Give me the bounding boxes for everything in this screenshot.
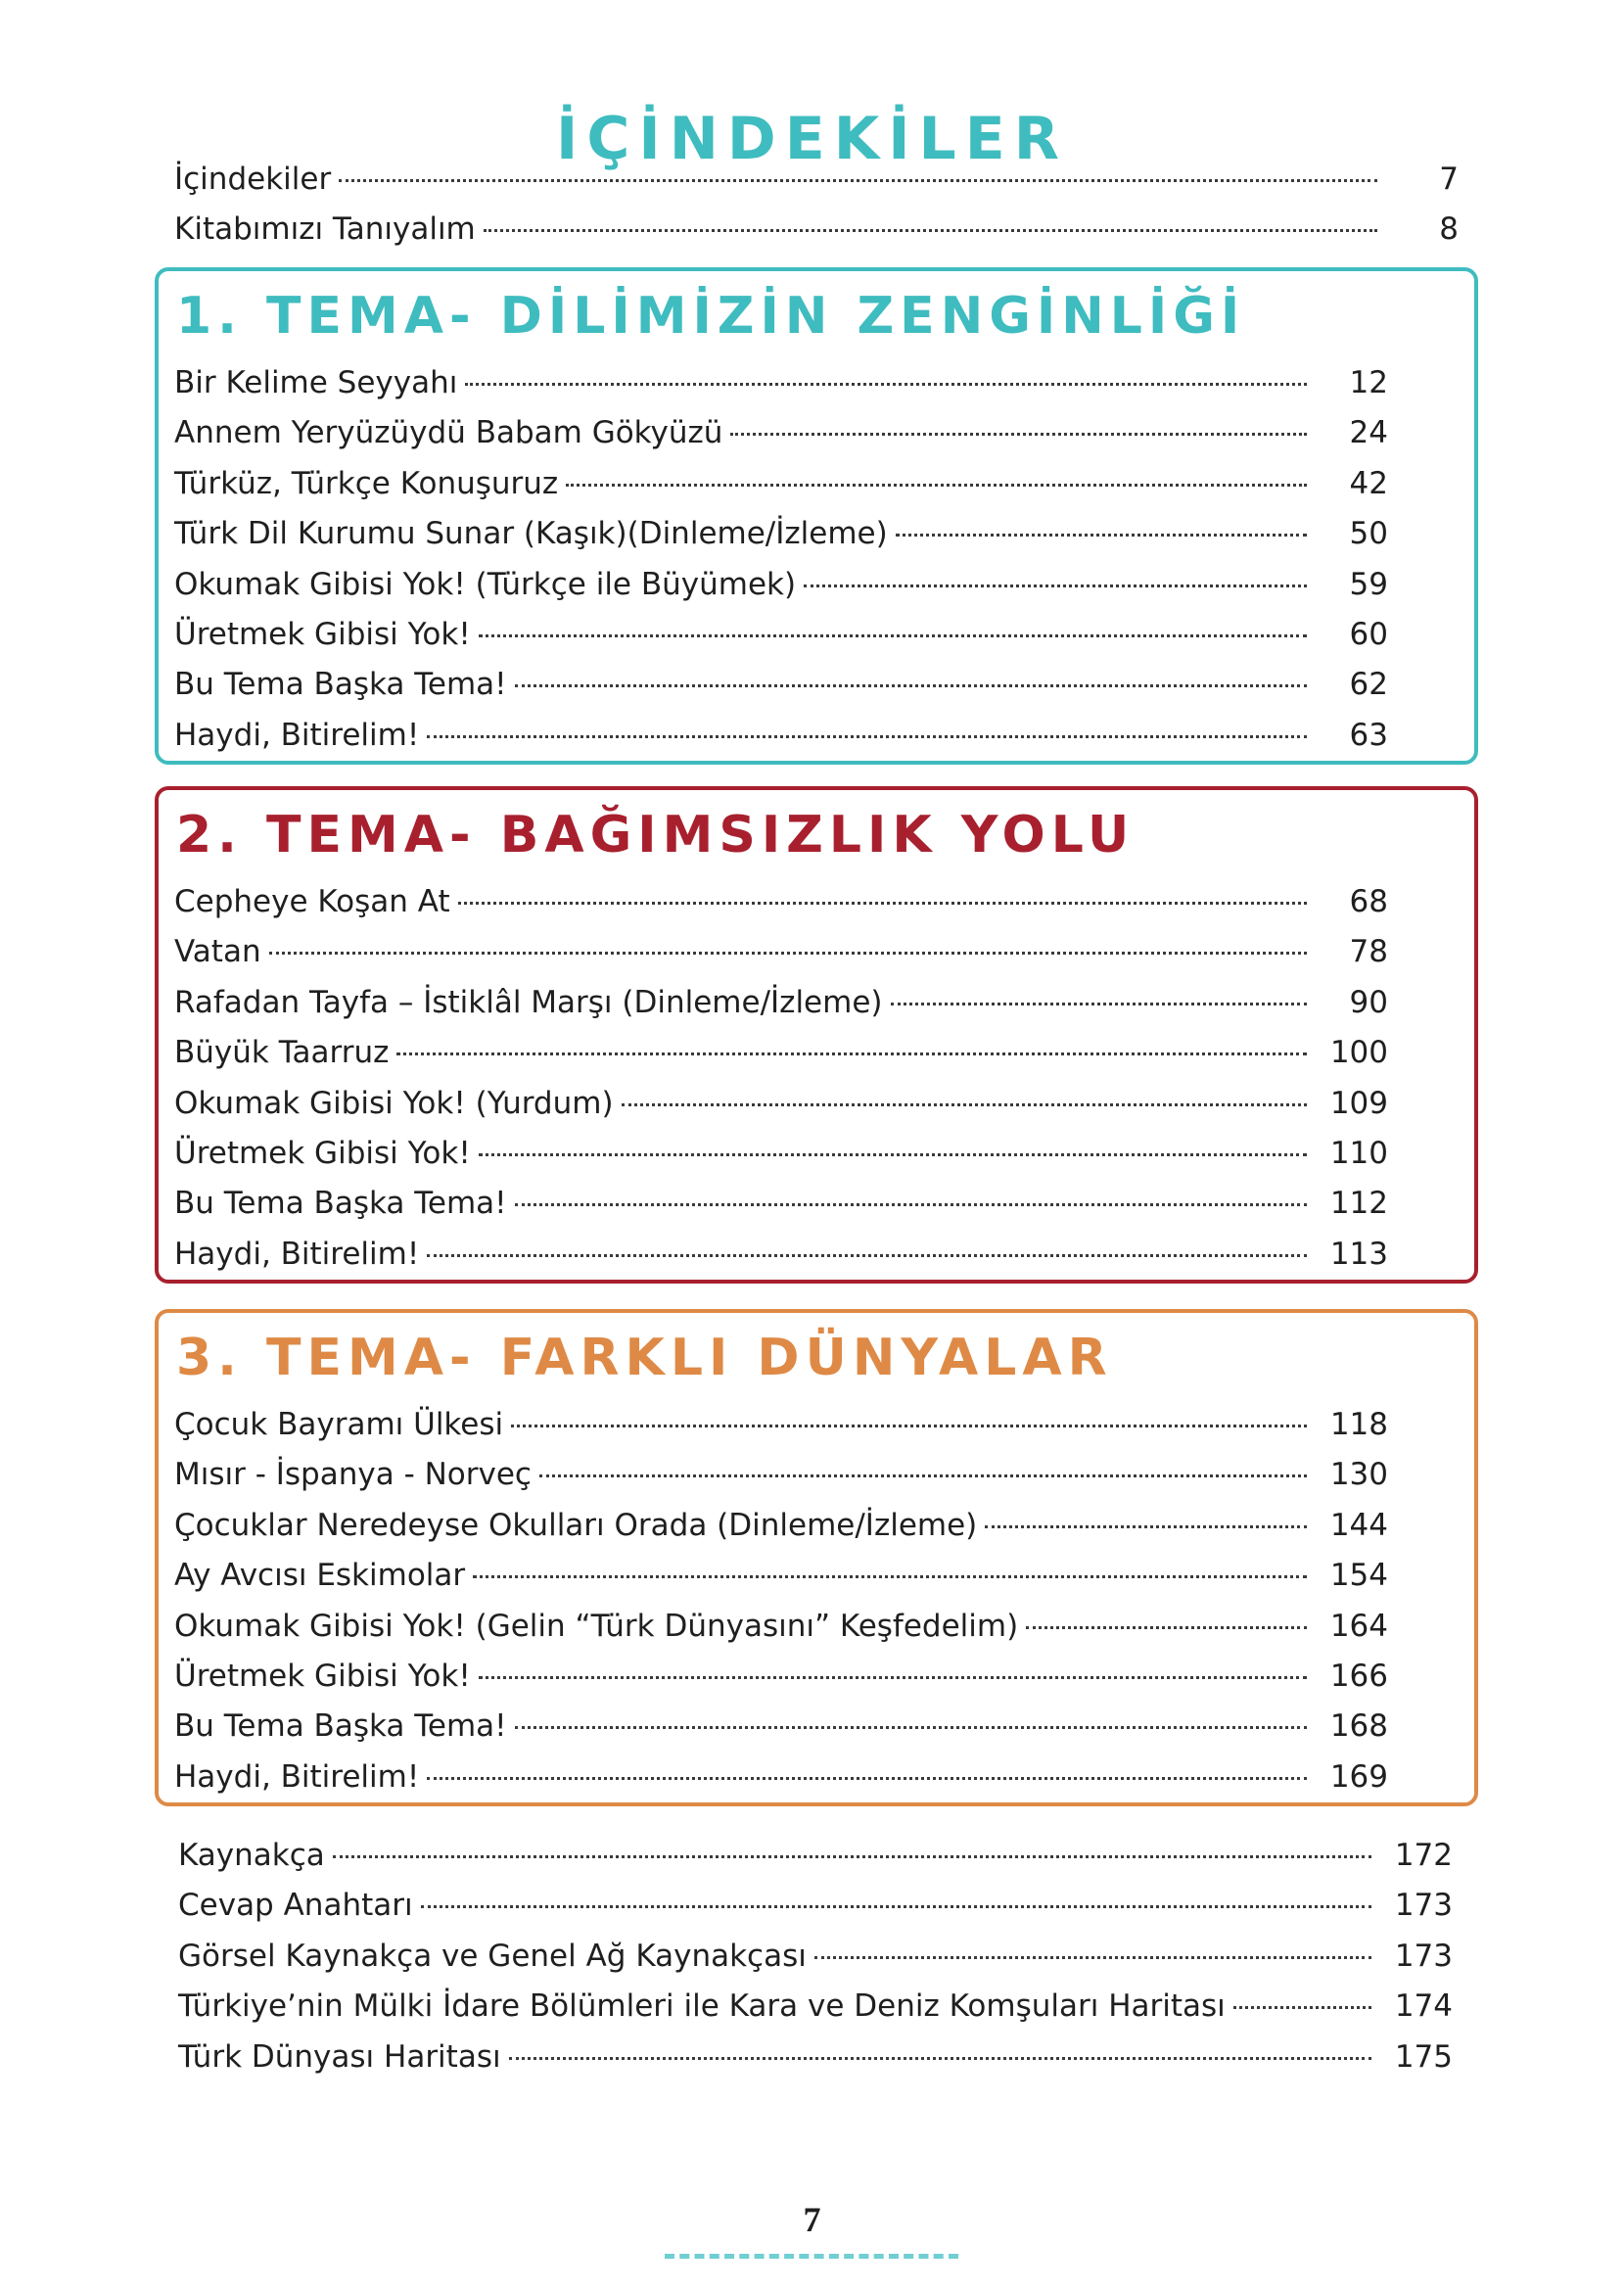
toc-entry[interactable]	[174, 560, 1388, 610]
entry-title: Ay Avcısı Eskimolar	[174, 1558, 466, 1594]
entry-title: Rafadan Tayfa – İstiklâl Marşı (Dinleme/İzleme)	[174, 984, 883, 1020]
dot-leader	[1233, 2006, 1371, 2009]
entry-title: Cepheye Koşan At	[174, 884, 450, 919]
dot-leader	[339, 179, 1377, 182]
entry-title: Üretmek Gibisi Yok!	[174, 1658, 471, 1694]
entry-title: Cevap Anahtarı	[178, 1888, 413, 1924]
entry-title: Annem Yeryüzüydü Babam Gökyüzü	[174, 415, 723, 451]
entry-title: İçindekiler	[174, 162, 332, 197]
dot-leader	[479, 1676, 1307, 1679]
entry-title: Okumak Gibisi Yok! (Türkçe ile Büyümek)	[174, 566, 797, 602]
dot-leader	[539, 1474, 1307, 1477]
entry-page: 24	[1349, 415, 1388, 451]
dot-leader	[509, 2057, 1371, 2060]
toc-entry[interactable]	[174, 1450, 1388, 1500]
dot-leader	[333, 1855, 1371, 1858]
entry-page: 164	[1329, 1608, 1388, 1644]
dot-leader	[730, 433, 1307, 436]
page-number: 7	[803, 2200, 821, 2239]
entry-page: 130	[1329, 1457, 1388, 1493]
entry-page: 7	[1439, 162, 1459, 197]
entry-page: 113	[1329, 1236, 1388, 1272]
toc-entry[interactable]	[178, 1982, 1453, 2032]
appendix-list	[178, 1831, 1453, 2082]
dot-leader	[804, 584, 1307, 587]
entry-page: 59	[1349, 566, 1388, 602]
entry-title: Haydi, Bitirelim!	[174, 1758, 420, 1795]
dot-leader	[473, 1575, 1307, 1578]
toc-entry[interactable]	[174, 155, 1459, 205]
entry-title: Haydi, Bitirelim!	[174, 717, 420, 753]
entry-page: 144	[1329, 1507, 1388, 1543]
toc-entry[interactable]	[174, 459, 1388, 509]
dot-leader	[465, 383, 1307, 386]
dot-leader	[896, 534, 1307, 537]
toc-entry[interactable]	[174, 1602, 1388, 1652]
toc-entry[interactable]	[174, 660, 1388, 710]
dot-leader	[891, 1003, 1308, 1005]
entry-page: 90	[1349, 984, 1388, 1020]
toc-entry[interactable]	[174, 1501, 1388, 1551]
entry-title: Kaynakça	[178, 1838, 325, 1873]
entry-page: 60	[1349, 616, 1388, 652]
dot-leader	[396, 1052, 1307, 1055]
entry-page: 174	[1394, 1988, 1453, 2025]
entry-page: 109	[1329, 1085, 1388, 1121]
toc-entry[interactable]	[174, 1400, 1388, 1450]
dot-leader	[814, 1956, 1371, 1959]
theme-2-title: 2. TEMA- BAĞIMSIZLIK YOLU	[176, 806, 1136, 865]
theme-1-box	[155, 267, 1478, 765]
entry-page: 175	[1394, 2038, 1453, 2075]
toc-entry[interactable]	[174, 1702, 1388, 1752]
entry-title: Bu Tema Başka Tema!	[174, 1186, 507, 1222]
entry-page: 12	[1349, 365, 1388, 400]
entry-page: 169	[1329, 1758, 1388, 1795]
toc-entry[interactable]	[178, 1831, 1453, 1881]
toc-entry[interactable]	[174, 927, 1388, 977]
toc-entry[interactable]	[174, 1652, 1388, 1702]
intro-list	[174, 155, 1459, 256]
page-ornament	[665, 2254, 958, 2265]
entry-page: 112	[1329, 1186, 1388, 1222]
entry-title: Bu Tema Başka Tema!	[174, 1708, 507, 1745]
entry-title: Haydi, Bitirelim!	[174, 1236, 420, 1272]
toc-entry[interactable]	[174, 877, 1388, 927]
dot-leader	[479, 634, 1307, 637]
dot-leader	[427, 1254, 1307, 1257]
dot-leader	[515, 684, 1307, 687]
entry-title: Üretmek Gibisi Yok!	[174, 616, 471, 652]
page-title: İÇİNDEKİLER	[556, 105, 1068, 174]
entry-page: 154	[1329, 1558, 1388, 1594]
theme-2-box	[155, 786, 1478, 1284]
dot-leader	[427, 735, 1307, 738]
entry-page: 50	[1349, 516, 1388, 552]
entry-page: 173	[1394, 1938, 1453, 1974]
toc-entry[interactable]	[178, 1932, 1453, 1982]
entry-title: Büyük Taarruz	[174, 1035, 390, 1071]
entry-page: 172	[1394, 1838, 1453, 1873]
toc-entry[interactable]	[174, 1230, 1388, 1280]
theme-3-box	[155, 1309, 1478, 1806]
dot-leader	[484, 229, 1377, 232]
toc-entry[interactable]	[174, 1079, 1388, 1129]
entry-page: 63	[1349, 717, 1388, 753]
entry-title: Bu Tema Başka Tema!	[174, 667, 507, 703]
entry-page: 168	[1329, 1708, 1388, 1745]
toc-entry[interactable]	[178, 1881, 1453, 1931]
entry-title: Görsel Kaynakça ve Genel Ağ Kaynakçası	[178, 1938, 807, 1974]
entry-page: 68	[1349, 884, 1388, 919]
entry-page: 8	[1439, 211, 1459, 248]
dot-leader	[421, 1905, 1371, 1908]
entry-title: Okumak Gibisi Yok! (Gelin “Türk Dünyasını” Keşfedelim)	[174, 1608, 1019, 1644]
dot-leader	[511, 1425, 1307, 1427]
dot-leader	[566, 484, 1307, 487]
toc-entry[interactable]	[178, 2033, 1453, 2082]
entry-title: Türk Dünyası Haritası	[178, 2038, 501, 2075]
toc-entry[interactable]	[174, 711, 1388, 761]
dot-leader	[458, 902, 1307, 905]
dot-leader	[515, 1203, 1307, 1206]
entry-title: Türkiye’nin Mülki İdare Bölümleri ile Kara ve Deniz Komşuları Haritası	[178, 1988, 1226, 2025]
entry-page: 110	[1329, 1135, 1388, 1171]
entry-title: Kitabımızı Tanıyalım	[174, 211, 476, 248]
theme-3-list	[174, 1400, 1388, 1802]
toc-entry[interactable]	[174, 1753, 1388, 1802]
entry-title: Türküz, Türkçe Konuşuruz	[174, 465, 559, 501]
entry-page: 62	[1349, 667, 1388, 703]
entry-page: 42	[1349, 465, 1388, 501]
toc-entry[interactable]	[174, 205, 1459, 255]
entry-page: 78	[1349, 934, 1388, 970]
dot-leader	[515, 1726, 1307, 1729]
theme-3-title: 3. TEMA- FARKLI DÜNYALAR	[176, 1329, 1113, 1387]
toc-entry[interactable]	[174, 1179, 1388, 1229]
dot-leader	[985, 1525, 1307, 1528]
entry-title: Türk Dil Kurumu Sunar (Kaşık)(Dinleme/İzleme)	[174, 516, 888, 552]
entry-title: Okumak Gibisi Yok! (Yurdum)	[174, 1085, 614, 1121]
entry-title: Vatan	[174, 934, 261, 970]
entry-page: 100	[1329, 1035, 1388, 1071]
toc-entry[interactable]	[174, 509, 1388, 559]
theme-2-list	[174, 877, 1388, 1280]
toc-entry[interactable]	[174, 358, 1388, 408]
toc-entry[interactable]	[174, 1129, 1388, 1179]
toc-entry[interactable]	[174, 610, 1388, 660]
entry-page: 118	[1329, 1407, 1388, 1442]
dot-leader	[622, 1103, 1307, 1106]
theme-1-list	[174, 358, 1388, 761]
toc-entry[interactable]	[174, 1551, 1388, 1601]
theme-1-title: 1. TEMA- DİLİMİZİN ZENGİNLİĞİ	[176, 287, 1246, 346]
dot-leader	[1026, 1626, 1307, 1629]
entry-title: Üretmek Gibisi Yok!	[174, 1135, 471, 1171]
entry-title: Çocuklar Neredeyse Okulları Orada (Dinleme/İzleme)	[174, 1507, 978, 1543]
entry-page: 166	[1329, 1658, 1388, 1694]
entry-title: Bir Kelime Seyyahı	[174, 365, 458, 400]
dot-leader	[427, 1777, 1307, 1780]
toc-entry[interactable]	[174, 978, 1388, 1028]
entry-page: 173	[1394, 1888, 1453, 1924]
toc-entry[interactable]	[174, 408, 1388, 458]
entry-title: Mısır - İspanya - Norveç	[174, 1457, 532, 1493]
entry-title: Çocuk Bayramı Ülkesi	[174, 1407, 504, 1442]
toc-entry[interactable]	[174, 1028, 1388, 1078]
dot-leader	[269, 952, 1307, 955]
dot-leader	[479, 1153, 1307, 1156]
